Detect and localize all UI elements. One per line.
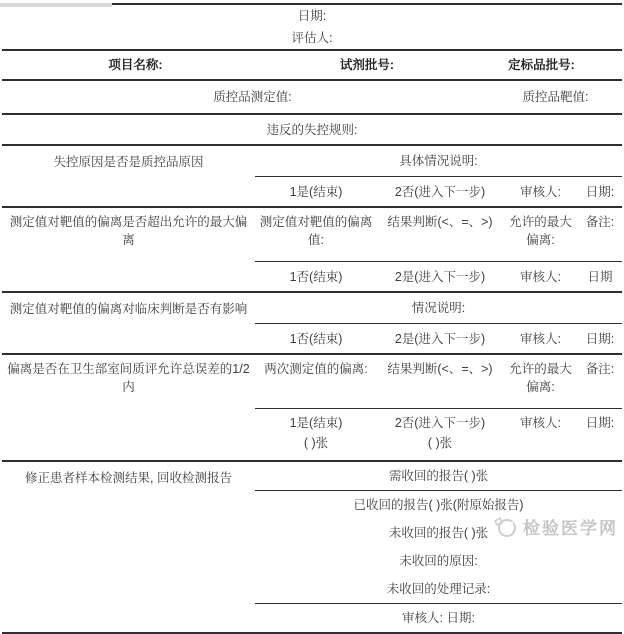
reports-to-recall: 需收回的报告( )张	[255, 461, 622, 491]
date-label: 日期:	[578, 177, 622, 208]
detail-header: 情况说明:	[255, 292, 622, 324]
watermark-text: 检验医学网	[523, 519, 618, 538]
option-no: 2否(进入下一步)	[394, 416, 486, 431]
header-calibrator-lot: 定标品批号:	[503, 50, 622, 80]
col-max-allowed-deviation: 允许的最大偏离:	[503, 207, 578, 262]
evaluator-label: 评估人:	[291, 31, 333, 46]
qc-measured-value-label: 质控品测定值:	[2, 80, 503, 114]
question-within-half-total-error: 偏离是否在卫生部室间质评允许总误差的1/2内	[2, 354, 255, 461]
report-count-blank: ( )张	[427, 435, 453, 450]
screen-edge-artifact	[0, 3, 112, 7]
date-label: 日期:	[578, 409, 622, 462]
option-no-with-count	[377, 409, 503, 462]
question-qc-material-cause: 失控原因是否是质控品原因	[2, 145, 255, 207]
option-no: 1否(结束)	[255, 324, 377, 355]
reviewer-label: 审核人:	[503, 177, 578, 208]
detail-header: 具体情况说明:	[255, 145, 622, 177]
report-count-blank: ( )张	[303, 435, 329, 450]
option-yes: 2是(进入下一步)	[377, 262, 503, 293]
not-recalled-handling-record: 未收回的处理记录:	[255, 575, 622, 604]
reports-not-recalled: 未收回的报告( )张	[388, 526, 489, 541]
date-label: 日期	[578, 262, 622, 293]
reviewer-label: 审核人:	[503, 324, 578, 355]
option-yes: 1是(结束)	[255, 177, 377, 208]
option-yes: 2是(进入下一步)	[377, 324, 503, 355]
col-deviation-value: 测定值对靶值的偏离值:	[255, 207, 377, 262]
col-remark: 备注:	[578, 207, 622, 262]
header-project-name: 项目名称:	[2, 50, 255, 80]
not-recalled-reason: 未收回的原因:	[399, 554, 478, 569]
col-remark: 备注:	[578, 354, 622, 409]
question-deviation-exceeds-max: 测定值对靶值的偏离是否超出允许的最大偏离	[2, 207, 255, 292]
qc-target-value-label: 质控品靶值:	[503, 80, 622, 114]
date-label: 日期:	[297, 9, 327, 23]
violated-rule-label: 违反的失控规则:	[2, 114, 622, 145]
option-yes: 1是(结束)	[289, 416, 343, 431]
col-result-judgment: 结果判断(<、=、>)	[377, 354, 503, 409]
reports-recalled: 已收回的报告( )张(附原始报告)	[353, 498, 524, 513]
reviewer-label: 审核人:	[503, 409, 578, 462]
option-no: 1否(结束)	[255, 262, 377, 293]
option-yes-with-count	[255, 409, 377, 462]
date-label: 日期:	[578, 324, 622, 355]
question-correct-results-recall-reports: 修正患者样本检测结果, 回收检测报告	[2, 461, 255, 633]
header-reagent-lot: 试剂批号:	[255, 50, 503, 80]
option-no: 2否(进入下一步)	[377, 177, 503, 208]
col-max-allowed-deviation: 允许的最大偏离:	[503, 354, 578, 409]
col-two-measurements-deviation: 两次测定值的偏离:	[255, 354, 377, 409]
qc-out-of-control-evaluation-form	[2, 3, 622, 634]
reviewer-label: 审核人:	[503, 262, 578, 293]
col-result-judgment: 结果判断(<、=、>)	[377, 207, 503, 262]
reviewer-date-line: 审核人: 日期:	[402, 611, 475, 626]
question-clinical-impact: 测定值对靶值的偏离对临床判断是否有影响	[2, 292, 255, 354]
